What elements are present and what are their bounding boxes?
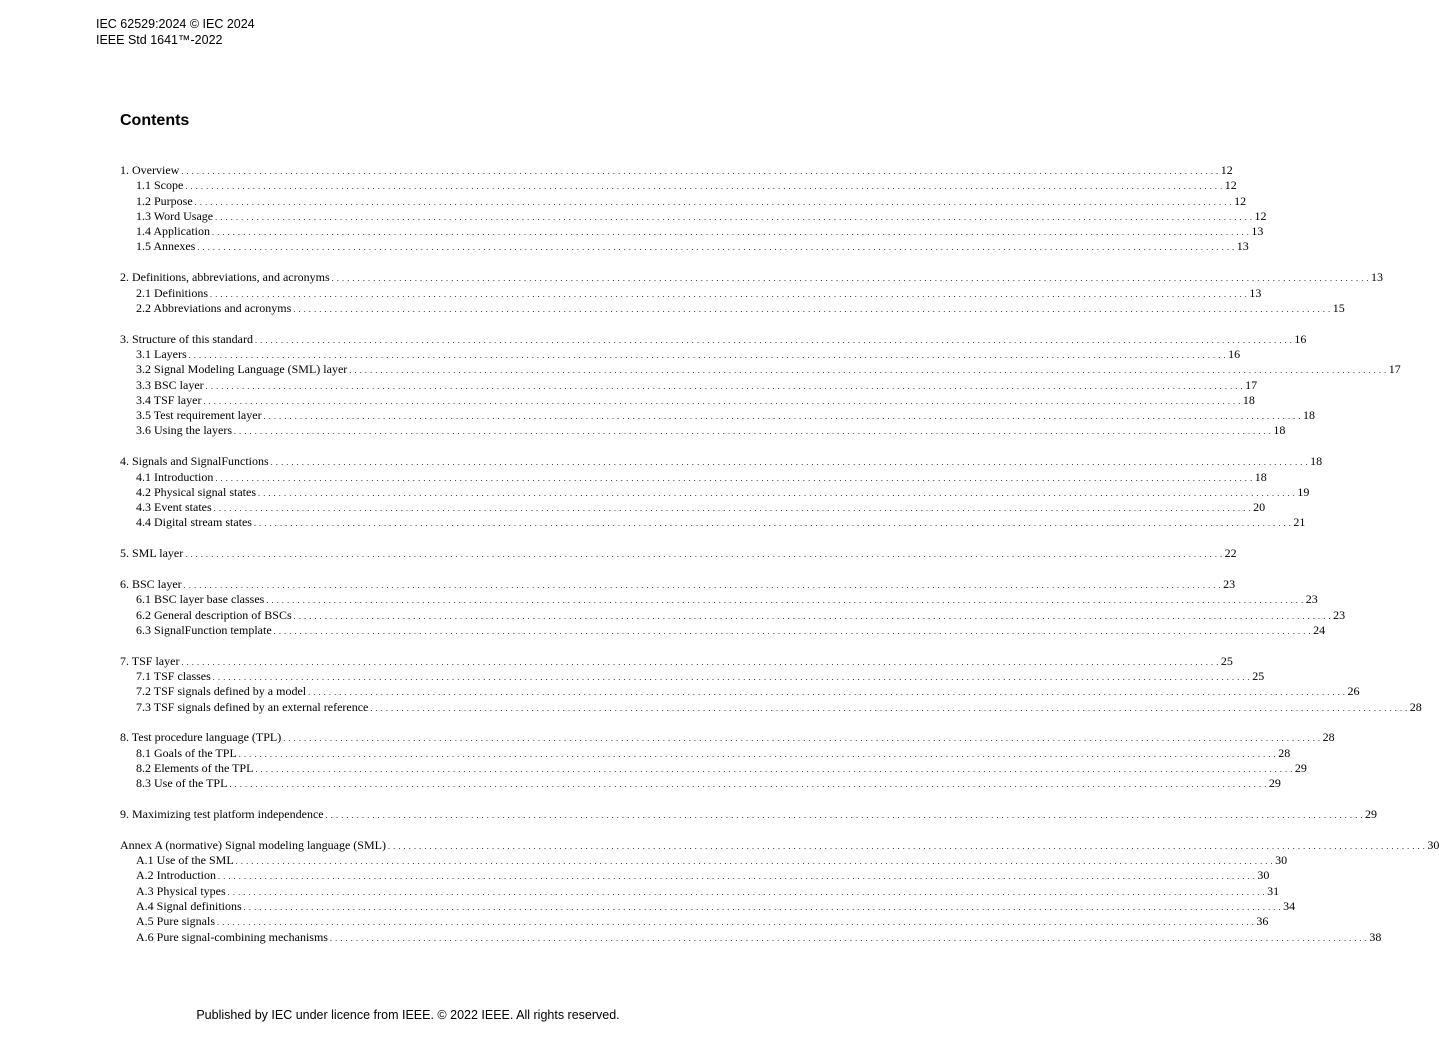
toc-page-number: 30 — [1427, 837, 1439, 852]
toc-entry-label: 5. SML layer — [120, 546, 184, 561]
toc-page-number: 15 — [1332, 300, 1345, 315]
dot-leader: . . . . . . . . . . . . . . . . . . . . . . . . . . . . . . . . . . . . . . . . . . . . . . . . . . . . . . . . . . . . . . . . . . . . . . . . . . . . . . . . . . . . . . . . . . . . . . . . . . . . . . . . . . . . . . . . . . . . . . . . . . . . . . . . . . . . . . . . . . . . . . . . . . . . . . . . . . . . . . . . . . . . . . . . . . . . . . . . . . . . . . . . . . . . . . . . . . . . . . . . — [293, 611, 1332, 621]
dot-leader: . . . . . . . . . . . . . . . . . . . . . . . . . . . . . . . . . . . . . . . . . . . . . . . . . . . . . . . . . . . . . . . . . . . . . . . . . . . . . . . . . . . . . . . . . . . . . . . . . . . . . . . . . . . . . . . . . . . . . . . . . . . . . . . . . . . . . . . . . . . . . . . . . . . . . . . . . . . . . . . . . . . . . . . . . . . . . . . . . . . . . . . . . . . . . . . . . . . . . . . . — [185, 550, 1223, 560]
toc-section — [120, 546, 1237, 561]
dot-leader: . . . . . . . . . . . . . . . . . . . . . . . . . . . . . . . . . . . . . . . . . . . . . . . . . . . . . . . . . . . . . . . . . . . . . . . . . . . . . . . . . . . . . . . . . . . . . . . . . . . . . . . . . . . . . . . . . . . . . . . . . . . . . . . . . . . . . . . . . . . . . . . . . . . . . . . . . . . . . . . . . . . . . . . . . . . . . . . . . . . . . . . . . . . . . . . . . . . . . . . . — [235, 857, 1274, 867]
dot-leader: . . . . . . . . . . . . . . . . . . . . . . . . . . . . . . . . . . . . . . . . . . . . . . . . . . . . . . . . . . . . . . . . . . . . . . . . . . . . . . . . . . . . . . . . . . . . . . . . . . . . . . . . . . . . . . . . . . . . . . . . . . . . . . . . . . . . . . . . . . . . . . . . . . . . . . . . . . . . . . . . . . . . . . . . . . . . . . . . . . . . . . . . . . . . . . . . . . . . . . . . — [227, 887, 1266, 897]
toc-entry-label: 8.3 Use of the TPL — [136, 776, 228, 791]
dot-leader: . . . . . . . . . . . . . . . . . . . . . . . . . . . . . . . . . . . . . . . . . . . . . . . . . . . . . . . . . . . . . . . . . . . . . . . . . . . . . . . . . . . . . . . . . . . . . . . . . . . . . . . . . . . . . . . . . . . . . . . . . . . . . . . . . . . . . . . . . . . . . . . . . . . . . . . . . . . . . . . . . . . . . . . . . . . . . . . . . . . . . . . . . . . . . . . . . . . . . . . . — [349, 366, 1387, 376]
dot-leader: . . . . . . . . . . . . . . . . . . . . . . . . . . . . . . . . . . . . . . . . . . . . . . . . . . . . . . . . . . . . . . . . . . . . . . . . . . . . . . . . . . . . . . . . . . . . . . . . . . . . . . . . . . . . . . . . . . . . . . . . . . . . . . . . . . . . . . . . . . . . . . . . . . . . . . . . . . . . . . . . . . . . . . . . . . . . . . . . . . . . . . . . . . . . . . . . . . . . . . . . — [283, 734, 1321, 744]
dot-leader: . . . . . . . . . . . . . . . . . . . . . . . . . . . . . . . . . . . . . . . . . . . . . . . . . . . . . . . . . . . . . . . . . . . . . . . . . . . . . . . . . . . . . . . . . . . . . . . . . . . . . . . . . . . . . . . . . . . . . . . . . . . . . . . . . . . . . . . . . . . . . . . . . . . . . . . . . . . . . . . . . . . . . . . . . . . . . . . . . . . . . . . . . . . . . . . . . . . . . . . . — [258, 488, 1296, 498]
toc-subentry[interactable] — [120, 178, 1237, 193]
toc-page-number: 28 — [1278, 745, 1291, 760]
dot-leader: . . . . . . . . . . . . . . . . . . . . . . . . . . . . . . . . . . . . . . . . . . . . . . . . . . . . . . . . . . . . . . . . . . . . . . . . . . . . . . . . . . . . . . . . . . . . . . . . . . . . . . . . . . . . . . . . . . . . . . . . . . . . . . . . . . . . . . . . . . . . . . . . . . . . . . . . . . . . . . . . . . . . . . . . . . . . . . . . . . . . . . . . . . . . . . . . . . . . . . . . — [253, 519, 1292, 529]
toc-page-number: 13 — [1249, 285, 1262, 300]
toc-page-number: 13 — [1251, 224, 1264, 239]
toc-entry-label: A.2 Introduction — [136, 868, 216, 883]
toc-entry-label: 4. Signals and SignalFunctions — [120, 454, 269, 469]
toc-subentry[interactable] — [120, 469, 1267, 485]
dot-leader: . . . . . . . . . . . . . . . . . . . . . . . . . . . . . . . . . . . . . . . . . . . . . . . . . . . . . . . . . . . . . . . . . . . . . . . . . . . . . . . . . . . . . . . . . . . . . . . . . . . . . . . . . . . . . . . . . . . . . . . . . . . . . . . . . . . . . . . . . . . . . . . . . . . . . . . . . . . . . . . . . . . . . . . . . . . . . . . . . . . . . . . . . . . . . . . . . . . . . . . . — [194, 197, 1233, 207]
toc-page-number: 12 — [1224, 178, 1237, 193]
toc-subentry[interactable] — [120, 193, 1247, 209]
toc-subentry[interactable] — [120, 208, 1267, 224]
toc-entry-label: 1.4 Application — [136, 224, 210, 239]
toc-page-number: 18 — [1254, 469, 1267, 484]
toc-subentry[interactable] — [120, 285, 1262, 301]
dot-leader: . . . . . . . . . . . . . . . . . . . . . . . . . . . . . . . . . . . . . . . . . . . . . . . . . . . . . . . . . . . . . . . . . . . . . . . . . . . . . . . . . . . . . . . . . . . . . . . . . . . . . . . . . . . . . . . . . . . . . . . . . . . . . . . . . . . . . . . . . . . . . . . . . . . . . . . . . . . . . . . . . . . . . . . . . . . . . . . . . . . . . . . . . . . . . . . . . . . . . . . . — [331, 274, 1370, 284]
toc-subentry[interactable] — [120, 868, 1270, 883]
toc-entry-label: 3.2 Signal Modeling Language (SML) layer — [136, 362, 348, 377]
dot-leader: . . . . . . . . . . . . . . . . . . . . . . . . . . . . . . . . . . . . . . . . . . . . . . . . . . . . . . . . . . . . . . . . . . . . . . . . . . . . . . . . . . . . . . . . . . . . . . . . . . . . . . . . . . . . . . . . . . . . . . . . . . . . . . . . . . . . . . . . . . . . . . . . . . . . . . . . . . . . . . . . . . . . . . . . . . . . . . . . . . . . . . . . . . . . . . . . . . . . . . . . — [308, 688, 1346, 698]
toc-page-number: 23 — [1305, 592, 1318, 607]
toc-entry[interactable] — [120, 807, 1378, 822]
toc-entry-label: 6. BSC layer — [120, 577, 182, 592]
toc-section — [120, 653, 1422, 715]
toc-page-number: 24 — [1313, 622, 1326, 637]
toc-section — [120, 577, 1346, 638]
toc-entry-label: 3. Structure of this standard — [120, 331, 253, 346]
toc-subentry[interactable] — [120, 423, 1286, 438]
toc-page-number: 13 — [1236, 239, 1249, 254]
toc-page-number: 26 — [1347, 684, 1360, 699]
toc-entry-label: 7.3 TSF signals defined by an external reference — [136, 699, 369, 714]
header-standard-iec: IEC 62529:2024 © IEC 2024 — [96, 17, 255, 31]
toc-entry-label: 4.4 Digital stream states — [136, 515, 252, 530]
dot-leader: . . . . . . . . . . . . . . . . . . . . . . . . . . . . . . . . . . . . . . . . . . . . . . . . . . . . . . . . . . . . . . . . . . . . . . . . . . . . . . . . . . . . . . . . . . . . . . . . . . . . . . . . . . . . . . . . . . . . . . . . . . . . . . . . . . . . . . . . . . . . . . . . . . . . . . . . . . . . . . . . . . . . . . . . . . . . . . . . . . . . . . . . . . . . . . . . . . . . . . . . — [212, 673, 1251, 683]
header-standard-ieee: IEEE Std 1641™-2022 — [96, 33, 223, 47]
toc-page-number: 28 — [1409, 699, 1422, 714]
toc-page-number: 17 — [1245, 377, 1258, 392]
toc-entry-label: 6.2 General description of BSCs — [136, 607, 292, 622]
toc-page-number: 12 — [1234, 193, 1247, 208]
toc-page-number: 16 — [1294, 331, 1307, 346]
toc-page-number: 18 — [1302, 408, 1315, 423]
toc-entry-label: 4.3 Event states — [136, 500, 212, 515]
toc-page-number: 29 — [1268, 776, 1281, 791]
toc-section — [120, 331, 1401, 439]
toc-page-number: 30 — [1257, 868, 1270, 883]
toc-section — [120, 730, 1335, 791]
dot-leader: . . . . . . . . . . . . . . . . . . . . . . . . . . . . . . . . . . . . . . . . . . . . . . . . . . . . . . . . . . . . . . . . . . . . . . . . . . . . . . . . . . . . . . . . . . . . . . . . . . . . . . . . . . . . . . . . . . . . . . . . . . . . . . . . . . . . . . . . . . . . . . . . . . . . . . . . . . . . . . . . . . . . . . . . . . . . . . . . . . . . . . . . . . . . . . . . . . . . . . . . — [329, 933, 1368, 943]
toc-entry-label: 7.1 TSF classes — [136, 669, 211, 684]
toc-entry[interactable] — [120, 331, 1307, 347]
toc-entry-label: 3.1 Layers — [136, 346, 187, 361]
dot-leader: . . . . . . . . . . . . . . . . . . . . . . . . . . . . . . . . . . . . . . . . . . . . . . . . . . . . . . . . . . . . . . . . . . . . . . . . . . . . . . . . . . . . . . . . . . . . . . . . . . . . . . . . . . . . . . . . . . . . . . . . . . . . . . . . . . . . . . . . . . . . . . . . . . . . . . . . . . . . . . . . . . . . . . . . . . . . . . . . . . . . . . . . . . . . . . . . . . . . . . . . — [229, 780, 1267, 790]
toc-entry[interactable] — [120, 577, 1236, 592]
toc-page-number: 18 — [1273, 423, 1286, 438]
dot-leader: . . . . . . . . . . . . . . . . . . . . . . . . . . . . . . . . . . . . . . . . . . . . . . . . . . . . . . . . . . . . . . . . . . . . . . . . . . . . . . . . . . . . . . . . . . . . . . . . . . . . . . . . . . . . . . . . . . . . . . . . . . . . . . . . . . . . . . . . . . . . . . . . . . . . . . . . . . . . . . . . . . . . . . . . . . . . . . . . . . . . . . . . . . . . . . . . . . . . . . . . — [203, 396, 1241, 406]
dot-leader: . . . . . . . . . . . . . . . . . . . . . . . . . . . . . . . . . . . . . . . . . . . . . . . . . . . . . . . . . . . . . . . . . . . . . . . . . . . . . . . . . . . . . . . . . . . . . . . . . . . . . . . . . . . . . . . . . . . . . . . . . . . . . . . . . . . . . . . . . . . . . . . . . . . . . . . . . . . . . . . . . . . . . . . . . . . . . . . . . . . . . . . . . . . . . . . . . . . . . . . . — [188, 350, 1227, 360]
toc-section — [120, 270, 1384, 316]
toc-section — [120, 837, 1439, 945]
toc-page-number: 38 — [1369, 929, 1382, 944]
page-title: Contents — [120, 112, 190, 129]
toc-page-number: 29 — [1365, 807, 1378, 822]
toc-entry-label: 6.1 BSC layer base classes — [136, 592, 265, 607]
toc-subentry[interactable] — [120, 346, 1241, 362]
table-of-contents — [120, 163, 1439, 960]
dot-leader: . . . . . . . . . . . . . . . . . . . . . . . . . . . . . . . . . . . . . . . . . . . . . . . . . . . . . . . . . . . . . . . . . . . . . . . . . . . . . . . . . . . . . . . . . . . . . . . . . . . . . . . . . . . . . . . . . . . . . . . . . . . . . . . . . . . . . . . . . . . . . . . . . . . . . . . . . . . . . . . . . . . . . . . . . . . . . . . . . . . . . . . . . . . . . . . . . . . . . . . . — [266, 596, 1304, 606]
dot-leader: . . . . . . . . . . . . . . . . . . . . . . . . . . . . . . . . . . . . . . . . . . . . . . . . . . . . . . . . . . . . . . . . . . . . . . . . . . . . . . . . . . . . . . . . . . . . . . . . . . . . . . . . . . . . . . . . . . . . . . . . . . . . . . . . . . . . . . . . . . . . . . . . . . . . . . . . . . . . . . . . . . . . . . . . . . . . . . . . . . . . . . . . . . . . . . . . . . . . . . . . — [238, 749, 1277, 759]
toc-subentry[interactable] — [120, 853, 1288, 868]
toc-entry-label: 3.5 Test requirement layer — [136, 408, 262, 423]
toc-page-number: 21 — [1293, 515, 1306, 530]
dot-leader: . . . . . . . . . . . . . . . . . . . . . . . . . . . . . . . . . . . . . . . . . . . . . . . . . . . . . . . . . . . . . . . . . . . . . . . . . . . . . . . . . . . . . . . . . . . . . . . . . . . . . . . . . . . . . . . . . . . . . . . . . . . . . . . . . . . . . . . . . . . . . . . . . . . . . . . . . . . . . . . . . . . . . . . . . . . . . . . . . . . . . . . . . . . . . . . . . . . . . . . . — [243, 903, 1282, 913]
dot-leader: . . . . . . . . . . . . . . . . . . . . . . . . . . . . . . . . . . . . . . . . . . . . . . . . . . . . . . . . . . . . . . . . . . . . . . . . . . . . . . . . . . . . . . . . . . . . . . . . . . . . . . . . . . . . . . . . . . . . . . . . . . . . . . . . . . . . . . . . . . . . . . . . . . . . . . . . . . . . . . . . . . . . . . . . . . . . . . . . . . . . . . . . . . . . . . . . . . . . . . . . — [197, 243, 1235, 253]
toc-page-number: 23 — [1223, 577, 1236, 592]
toc-page-number: 12 — [1220, 163, 1233, 177]
dot-leader: . . . . . . . . . . . . . . . . . . . . . . . . . . . . . . . . . . . . . . . . . . . . . . . . . . . . . . . . . . . . . . . . . . . . . . . . . . . . . . . . . . . . . . . . . . . . . . . . . . . . . . . . . . . . . . . . . . . . . . . . . . . . . . . . . . . . . . . . . . . . . . . . . . . . . . . . . . . . . . . . . . . . . . . . . . . . . . . . . . . . . . . . . . . . . . . . . . . . . . . . — [185, 182, 1223, 192]
toc-entry-label: 3.4 TSF layer — [136, 392, 202, 407]
toc-subentry[interactable] — [120, 224, 1264, 239]
toc-entry-label: A.6 Pure signal-combining mechanisms — [136, 929, 328, 944]
toc-entry[interactable] — [120, 163, 1233, 178]
toc-entry-label: 8. Test procedure language (TPL) — [120, 730, 282, 745]
toc-page-number: 17 — [1388, 362, 1401, 377]
toc-entry-label: A.5 Pure signals — [136, 914, 215, 929]
dot-leader: . . . . . . . . . . . . . . . . . . . . . . . . . . . . . . . . . . . . . . . . . . . . . . . . . . . . . . . . . . . . . . . . . . . . . . . . . . . . . . . . . . . . . . . . . . . . . . . . . . . . . . . . . . . . . . . . . . . . . . . . . . . . . . . . . . . . . . . . . . . . . . . . . . . . . . . . . . . . . . . . . . . . . . . . . . . . . . . . . . . . . . . . . . . . . . . . . . . . . . . . — [217, 918, 1255, 928]
toc-entry-label: A.4 Signal definitions — [136, 899, 242, 914]
toc-subentry[interactable] — [120, 515, 1306, 530]
toc-entry-label: 9. Maximizing test platform independence — [120, 807, 324, 822]
toc-subentry[interactable] — [120, 500, 1266, 515]
dot-leader: . . . . . . . . . . . . . . . . . . . . . . . . . . . . . . . . . . . . . . . . . . . . . . . . . . . . . . . . . . . . . . . . . . . . . . . . . . . . . . . . . . . . . . . . . . . . . . . . . . . . . . . . . . . . . . . . . . . . . . . . . . . . . . . . . . . . . . . . . . . . . . . . . . . . . . . . . . . . . . . . . . . . . . . . . . . . . . . . . . . . . . . . . . . . . . . . . . . . . . . . — [181, 657, 1219, 667]
dot-leader: . . . . . . . . . . . . . . . . . . . . . . . . . . . . . . . . . . . . . . . . . . . . . . . . . . . . . . . . . . . . . . . . . . . . . . . . . . . . . . . . . . . . . . . . . . . . . . . . . . . . . . . . . . . . . . . . . . . . . . . . . . . . . . . . . . . . . . . . . . . . . . . . . . . . . . . . . . . . . . . . . . . . . . . . . . . . . . . . . . . . . . . . . . . . . . . . . . . . . . . . — [233, 427, 1272, 437]
toc-entry-label: 3.3 BSC layer — [136, 377, 204, 392]
dot-leader: . . . . . . . . . . . . . . . . . . . . . . . . . . . . . . . . . . . . . . . . . . . . . . . . . . . . . . . . . . . . . . . . . . . . . . . . . . . . . . . . . . . . . . . . . . . . . . . . . . . . . . . . . . . . . . . . . . . . . . . . . . . . . . . . . . . . . . . . . . . . . . . . . . . . . . . . . . . . . . . . . . . . . . . . . . . . . . . . . . . . . . . . . . . . . . . . . . . . . . . . — [181, 167, 1219, 176]
dot-leader: . . . . . . . . . . . . . . . . . . . . . . . . . . . . . . . . . . . . . . . . . . . . . . . . . . . . . . . . . . . . . . . . . . . . . . . . . . . . . . . . . . . . . . . . . . . . . . . . . . . . . . . . . . . . . . . . . . . . . . . . . . . . . . . . . . . . . . . . . . . . . . . . . . . . . . . . . . . . . . . . . . . . . . . . . . . . . . . . . . . . . . . . . . . . . . . . . . . . . . . . — [215, 212, 1253, 222]
toc-subentry[interactable] — [120, 392, 1255, 408]
toc-entry-label: 8.1 Goals of the TPL — [136, 745, 237, 760]
dot-leader: . . . . . . . . . . . . . . . . . . . . . . . . . . . . . . . . . . . . . . . . . . . . . . . . . . . . . . . . . . . . . . . . . . . . . . . . . . . . . . . . . . . . . . . . . . . . . . . . . . . . . . . . . . . . . . . . . . . . . . . . . . . . . . . . . . . . . . . . . . . . . . . . . . . . . . . . . . . . . . . . . . . . . . . . . . . . . . . . . . . . . . . . . . . . . . . . . . . . . . . . — [273, 626, 1312, 636]
toc-subentry[interactable] — [120, 761, 1307, 776]
toc-subentry[interactable] — [120, 883, 1280, 899]
toc-entry-label: 4.2 Physical signal states — [136, 484, 256, 499]
dot-leader: . . . . . . . . . . . . . . . . . . . . . . . . . . . . . . . . . . . . . . . . . . . . . . . . . . . . . . . . . . . . . . . . . . . . . . . . . . . . . . . . . . . . . . . . . . . . . . . . . . . . . . . . . . . . . . . . . . . . . . . . . . . . . . . . . . . . . . . . . . . . . . . . . . . . . . . . . . . . . . . . . . . . . . . . . . . . . . . . . . . . . . . . . . . . . . . . . . . . . . . . — [212, 228, 1250, 238]
toc-entry-label: 6.3 SignalFunction template — [136, 622, 272, 637]
toc-entry[interactable] — [120, 454, 1323, 469]
toc-entry[interactable] — [120, 653, 1233, 669]
toc-entry[interactable] — [120, 837, 1439, 853]
toc-page-number: 12 — [1254, 208, 1267, 223]
toc-subentry[interactable] — [120, 699, 1422, 715]
dot-leader: . . . . . . . . . . . . . . . . . . . . . . . . . . . . . . . . . . . . . . . . . . . . . . . . . . . . . . . . . . . . . . . . . . . . . . . . . . . . . . . . . . . . . . . . . . . . . . . . . . . . . . . . . . . . . . . . . . . . . . . . . . . . . . . . . . . . . . . . . . . . . . . . . . . . . . . . . . . . . . . . . . . . . . . . . . . . . . . . . . . . . . . . . . . . . . . . . . . . . . . . — [255, 765, 1293, 774]
toc-page-number: 13 — [1371, 270, 1384, 285]
toc-entry[interactable] — [120, 270, 1384, 285]
toc-subentry[interactable] — [120, 377, 1258, 393]
toc-entry-label: A.1 Use of the SML — [136, 853, 234, 868]
toc-subentry[interactable] — [120, 362, 1401, 377]
toc-entry-label: 7. TSF layer — [120, 653, 180, 668]
toc-page-number: 36 — [1256, 914, 1269, 929]
dot-leader: . . . . . . . . . . . . . . . . . . . . . . . . . . . . . . . . . . . . . . . . . . . . . . . . . . . . . . . . . . . . . . . . . . . . . . . . . . . . . . . . . . . . . . . . . . . . . . . . . . . . . . . . . . . . . . . . . . . . . . . . . . . . . . . . . . . . . . . . . . . . . . . . . . . . . . . . . . . . . . . . . . . . . . . . . . . . . . . . . . . . . . . . . . . . . . . . . . . . . . . . — [293, 304, 1331, 314]
page-header — [96, 16, 255, 48]
toc-entry-label: 2.2 Abbreviations and acronyms — [136, 300, 292, 315]
toc-entry-label: Annex A (normative) Signal modeling language (SML) — [120, 837, 386, 852]
toc-entry-label: 4.1 Introduction — [136, 469, 214, 484]
toc-page-number: 25 — [1220, 653, 1233, 668]
toc-subentry[interactable] — [120, 914, 1269, 929]
dot-leader: . . . . . . . . . . . . . . . . . . . . . . . . . . . . . . . . . . . . . . . . . . . . . . . . . . . . . . . . . . . . . . . . . . . . . . . . . . . . . . . . . . . . . . . . . . . . . . . . . . . . . . . . . . . . . . . . . . . . . . . . . . . . . . . . . . . . . . . . . . . . . . . . . . . . . . . . . . . . . . . . . . . . . . . . . . . . . . . . . . . . . . . . . . . . . . . . . . . . . . . . — [213, 504, 1252, 514]
toc-entry-label: A.3 Physical types — [136, 883, 226, 898]
toc-section — [120, 807, 1378, 822]
dot-leader: . . . . . . . . . . . . . . . . . . . . . . . . . . . . . . . . . . . . . . . . . . . . . . . . . . . . . . . . . . . . . . . . . . . . . . . . . . . . . . . . . . . . . . . . . . . . . . . . . . . . . . . . . . . . . . . . . . . . . . . . . . . . . . . . . . . . . . . . . . . . . . . . . . . . . . . . . . . . . . . . . . . . . . . . . . . . . . . . . . . . . . . . . . . . . . . . . . . . . . . . — [205, 381, 1244, 391]
toc-entry-label: 2.1 Definitions — [136, 285, 208, 300]
toc-subentry[interactable] — [120, 408, 1315, 423]
dot-leader: . . . . . . . . . . . . . . . . . . . . . . . . . . . . . . . . . . . . . . . . . . . . . . . . . . . . . . . . . . . . . . . . . . . . . . . . . . . . . . . . . . . . . . . . . . . . . . . . . . . . . . . . . . . . . . . . . . . . . . . . . . . . . . . . . . . . . . . . . . . . . . . . . . . . . . . . . . . . . . . . . . . . . . . . . . . . . . . . . . . . . . . . . . . . . . . . . . . . . . . . — [215, 473, 1253, 483]
toc-subentry[interactable] — [120, 684, 1360, 699]
toc-subentry[interactable] — [120, 607, 1346, 623]
dot-leader: . . . . . . . . . . . . . . . . . . . . . . . . . . . . . . . . . . . . . . . . . . . . . . . . . . . . . . . . . . . . . . . . . . . . . . . . . . . . . . . . . . . . . . . . . . . . . . . . . . . . . . . . . . . . . . . . . . . . . . . . . . . . . . . . . . . . . . . . . . . . . . . . . . . . . . . . . . . . . . . . . . . . . . . . . . . . . . . . . . . . . . . . . . . . . . . . . . . . . . . . — [387, 841, 1426, 851]
toc-subentry[interactable] — [120, 745, 1291, 761]
toc-entry-label: 1.2 Purpose — [136, 193, 193, 208]
toc-entry-label: 2. Definitions, abbreviations, and acronyms — [120, 270, 330, 285]
toc-entry-label: 1.3 Word Usage — [136, 208, 214, 223]
toc-page-number: 34 — [1283, 899, 1296, 914]
page-footer: Published by IEC under licence from IEEE. © 2022 IEEE. All rights reserved. — [196, 1008, 620, 1022]
toc-section — [120, 454, 1323, 530]
toc-page-number: 28 — [1322, 730, 1335, 745]
toc-entry-label: 3.6 Using the layers — [136, 423, 232, 438]
dot-leader: . . . . . . . . . . . . . . . . . . . . . . . . . . . . . . . . . . . . . . . . . . . . . . . . . . . . . . . . . . . . . . . . . . . . . . . . . . . . . . . . . . . . . . . . . . . . . . . . . . . . . . . . . . . . . . . . . . . . . . . . . . . . . . . . . . . . . . . . . . . . . . . . . . . . . . . . . . . . . . . . . . . . . . . . . . . . . . . . . . . . . . . . . . . . . . . . . . . . . . . . — [270, 458, 1309, 468]
dot-leader: . . . . . . . . . . . . . . . . . . . . . . . . . . . . . . . . . . . . . . . . . . . . . . . . . . . . . . . . . . . . . . . . . . . . . . . . . . . . . . . . . . . . . . . . . . . . . . . . . . . . . . . . . . . . . . . . . . . . . . . . . . . . . . . . . . . . . . . . . . . . . . . . . . . . . . . . . . . . . . . . . . . . . . . . . . . . . . . . . . . . . . . . . . . . . . . . . . . . . . . . — [370, 703, 1408, 713]
toc-subentry[interactable] — [120, 484, 1310, 500]
toc-subentry[interactable] — [120, 300, 1345, 316]
toc-entry-label: 1.1 Scope — [136, 178, 184, 193]
toc-subentry[interactable] — [120, 899, 1296, 914]
dot-leader: . . . . . . . . . . . . . . . . . . . . . . . . . . . . . . . . . . . . . . . . . . . . . . . . . . . . . . . . . . . . . . . . . . . . . . . . . . . . . . . . . . . . . . . . . . . . . . . . . . . . . . . . . . . . . . . . . . . . . . . . . . . . . . . . . . . . . . . . . . . . . . . . . . . . . . . . . . . . . . . . . . . . . . . . . . . . . . . . . . . . . . . . . . . . . . . . . . . . . . . . — [263, 412, 1301, 422]
toc-page-number: 22 — [1224, 546, 1237, 561]
toc-page-number: 20 — [1253, 500, 1266, 515]
toc-page-number: 19 — [1297, 484, 1310, 499]
toc-page-number: 23 — [1333, 607, 1346, 622]
toc-subentry[interactable] — [120, 239, 1249, 254]
dot-leader: . . . . . . . . . . . . . . . . . . . . . . . . . . . . . . . . . . . . . . . . . . . . . . . . . . . . . . . . . . . . . . . . . . . . . . . . . . . . . . . . . . . . . . . . . . . . . . . . . . . . . . . . . . . . . . . . . . . . . . . . . . . . . . . . . . . . . . . . . . . . . . . . . . . . . . . . . . . . . . . . . . . . . . . . . . . . . . . . . . . . . . . . . . . . . . . . . . . . . . . . — [183, 581, 1222, 591]
toc-entry[interactable] — [120, 730, 1335, 745]
toc-entry[interactable] — [120, 546, 1237, 561]
toc-page-number: 18 — [1242, 392, 1255, 407]
toc-entry-label: 1. Overview — [120, 163, 180, 177]
toc-entry-label: 1.5 Annexes — [136, 239, 196, 254]
toc-subentry[interactable] — [120, 669, 1265, 684]
toc-subentry[interactable] — [120, 622, 1326, 638]
dot-leader: . . . . . . . . . . . . . . . . . . . . . . . . . . . . . . . . . . . . . . . . . . . . . . . . . . . . . . . . . . . . . . . . . . . . . . . . . . . . . . . . . . . . . . . . . . . . . . . . . . . . . . . . . . . . . . . . . . . . . . . . . . . . . . . . . . . . . . . . . . . . . . . . . . . . . . . . . . . . . . . . . . . . . . . . . . . . . . . . . . . . . . . . . . . . . . . . . . . . . . . . — [218, 872, 1256, 882]
toc-subentry[interactable] — [120, 929, 1382, 945]
toc-page-number: 30 — [1275, 853, 1288, 868]
dot-leader: . . . . . . . . . . . . . . . . . . . . . . . . . . . . . . . . . . . . . . . . . . . . . . . . . . . . . . . . . . . . . . . . . . . . . . . . . . . . . . . . . . . . . . . . . . . . . . . . . . . . . . . . . . . . . . . . . . . . . . . . . . . . . . . . . . . . . . . . . . . . . . . . . . . . . . . . . . . . . . . . . . . . . . . . . . . . . . . . . . . . . . . . . . . . . . . . . . . . . . . . — [325, 811, 1364, 821]
toc-page-number: 29 — [1294, 761, 1307, 775]
toc-section — [120, 163, 1267, 255]
toc-entry-label: 8.2 Elements of the TPL — [136, 761, 254, 775]
toc-page-number: 16 — [1228, 346, 1241, 361]
toc-page-number: 18 — [1310, 454, 1323, 469]
dot-leader: . . . . . . . . . . . . . . . . . . . . . . . . . . . . . . . . . . . . . . . . . . . . . . . . . . . . . . . . . . . . . . . . . . . . . . . . . . . . . . . . . . . . . . . . . . . . . . . . . . . . . . . . . . . . . . . . . . . . . . . . . . . . . . . . . . . . . . . . . . . . . . . . . . . . . . . . . . . . . . . . . . . . . . . . . . . . . . . . . . . . . . . . . . . . . . . . . . . . . . . . — [210, 289, 1248, 299]
toc-page-number: 31 — [1267, 883, 1280, 898]
dot-leader: . . . . . . . . . . . . . . . . . . . . . . . . . . . . . . . . . . . . . . . . . . . . . . . . . . . . . . . . . . . . . . . . . . . . . . . . . . . . . . . . . . . . . . . . . . . . . . . . . . . . . . . . . . . . . . . . . . . . . . . . . . . . . . . . . . . . . . . . . . . . . . . . . . . . . . . . . . . . . . . . . . . . . . . . . . . . . . . . . . . . . . . . . . . . . . . . . . . . . . . . — [254, 335, 1293, 345]
toc-page-number: 25 — [1252, 669, 1265, 684]
toc-subentry[interactable] — [120, 776, 1281, 791]
toc-subentry[interactable] — [120, 592, 1318, 607]
toc-entry-label: 7.2 TSF signals defined by a model — [136, 684, 307, 699]
